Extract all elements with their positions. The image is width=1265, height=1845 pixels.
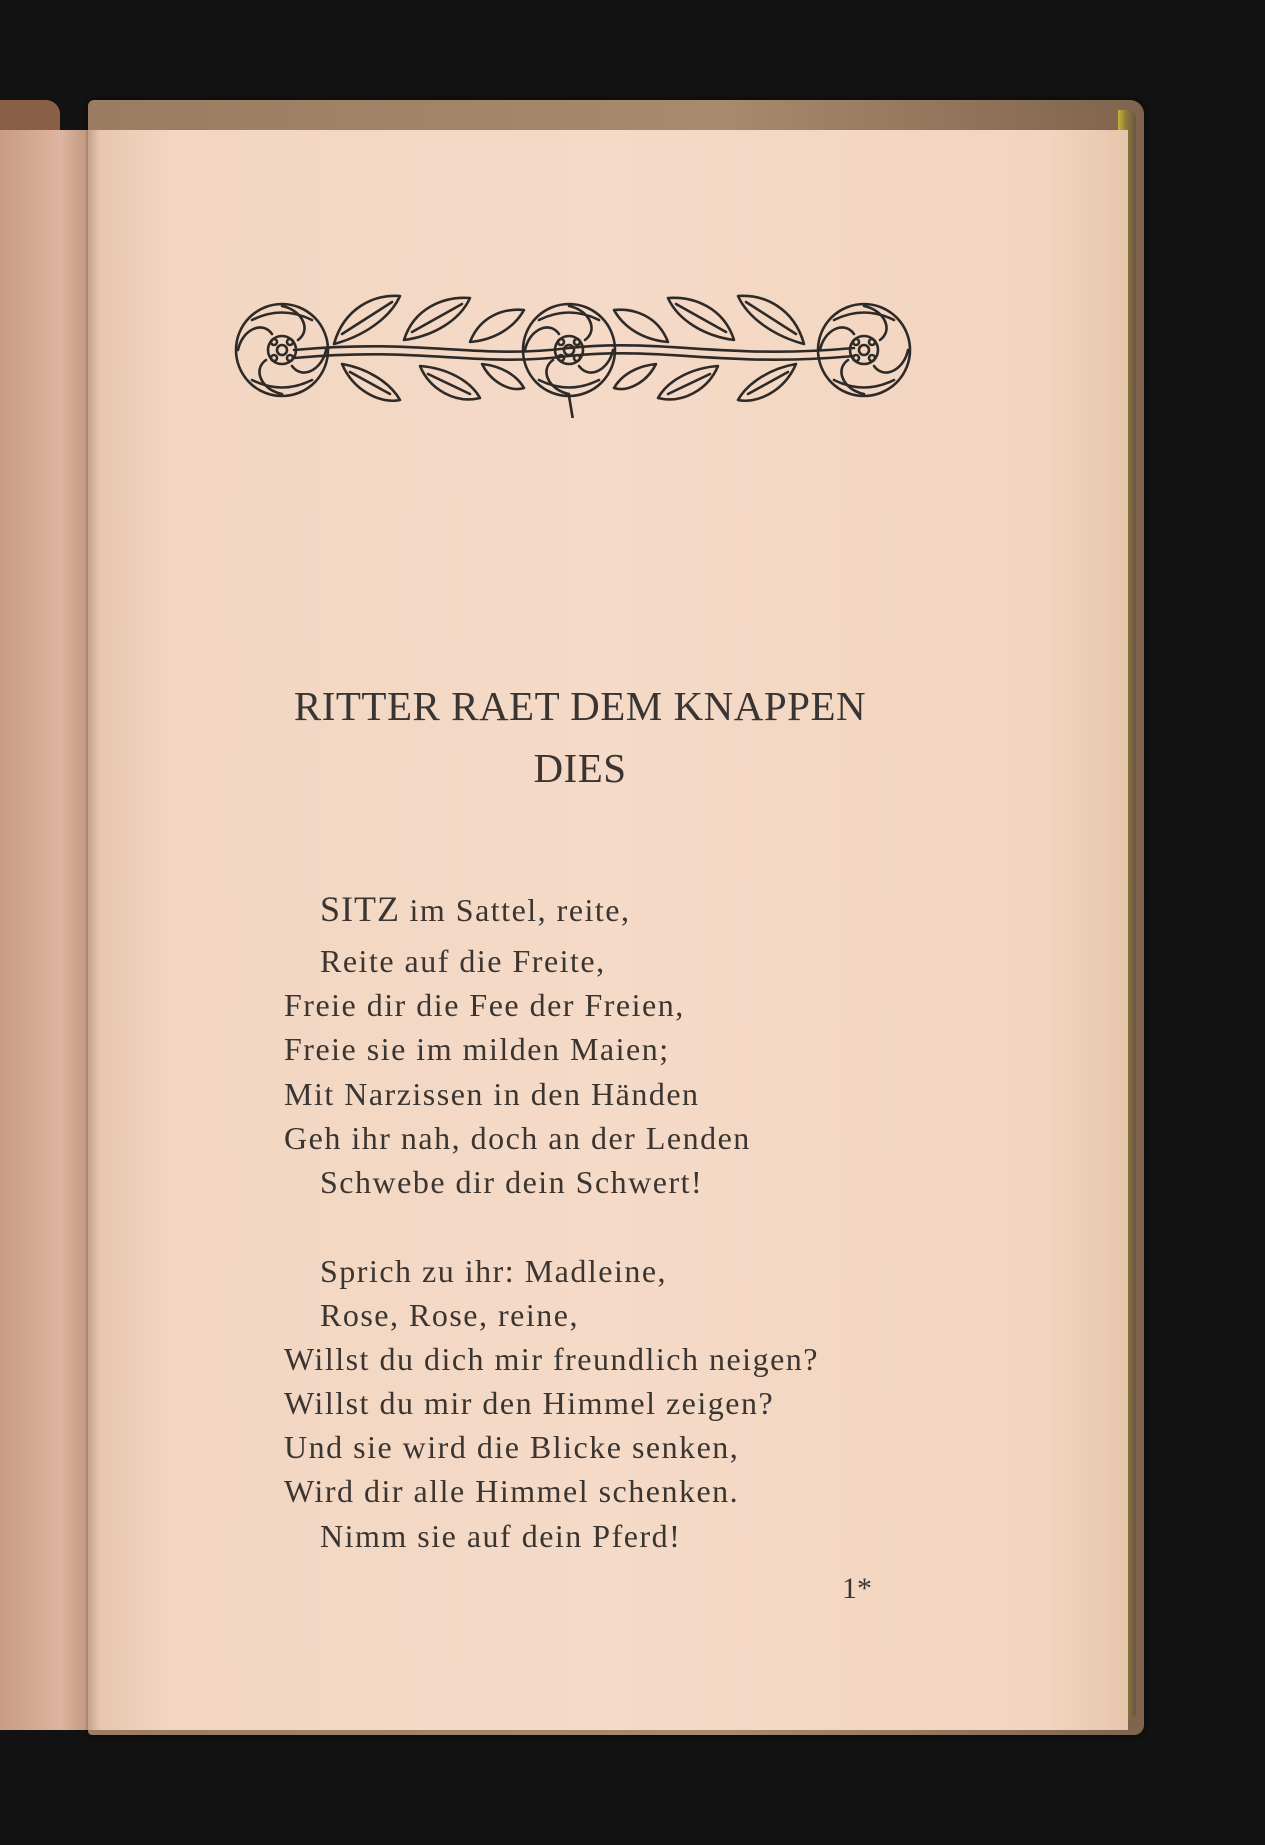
stanza2-line6: Wird dir alle Himmel schenken. [284,1473,740,1509]
stanza1-line4: Freie sie im milden Maien; [284,1031,670,1067]
stanza2-line1: Sprich zu ihr: Madleine, [320,1253,668,1289]
poem-title-line-1: RITTER RAET DEM KNAPPEN [293,683,867,729]
page-number: 1* [842,1572,872,1605]
stanza1-line1 [320,888,631,930]
initial-word: SITZ [320,889,400,929]
stanza2-line7: Nimm sie auf dein Pferd! [320,1518,682,1554]
stanza2-line4: Willst du mir den Himmel zeigen? [284,1385,775,1421]
stanza1-line2: Reite auf die Freite, [320,943,606,979]
stanza2-line3: Willst du dich mir freundlich neigen? [284,1341,819,1377]
poem-title-line-2: DIES [533,745,627,791]
stanza1-line1-text: im Sattel, reite, [400,892,631,928]
stanza1-line6: Geh ihr nah, doch an der Lenden [284,1120,751,1156]
stanza2-line2: Rose, Rose, reine, [320,1297,579,1333]
stanza1-line3: Freie dir die Fee der Freien, [284,987,685,1023]
stanza2-line5: Und sie wird die Blicke senken, [284,1429,740,1465]
stanza1-line5: Mit Narzissen in den Händen [284,1076,700,1112]
stanza1-line7: Schwebe dir dein Schwert! [320,1164,704,1200]
